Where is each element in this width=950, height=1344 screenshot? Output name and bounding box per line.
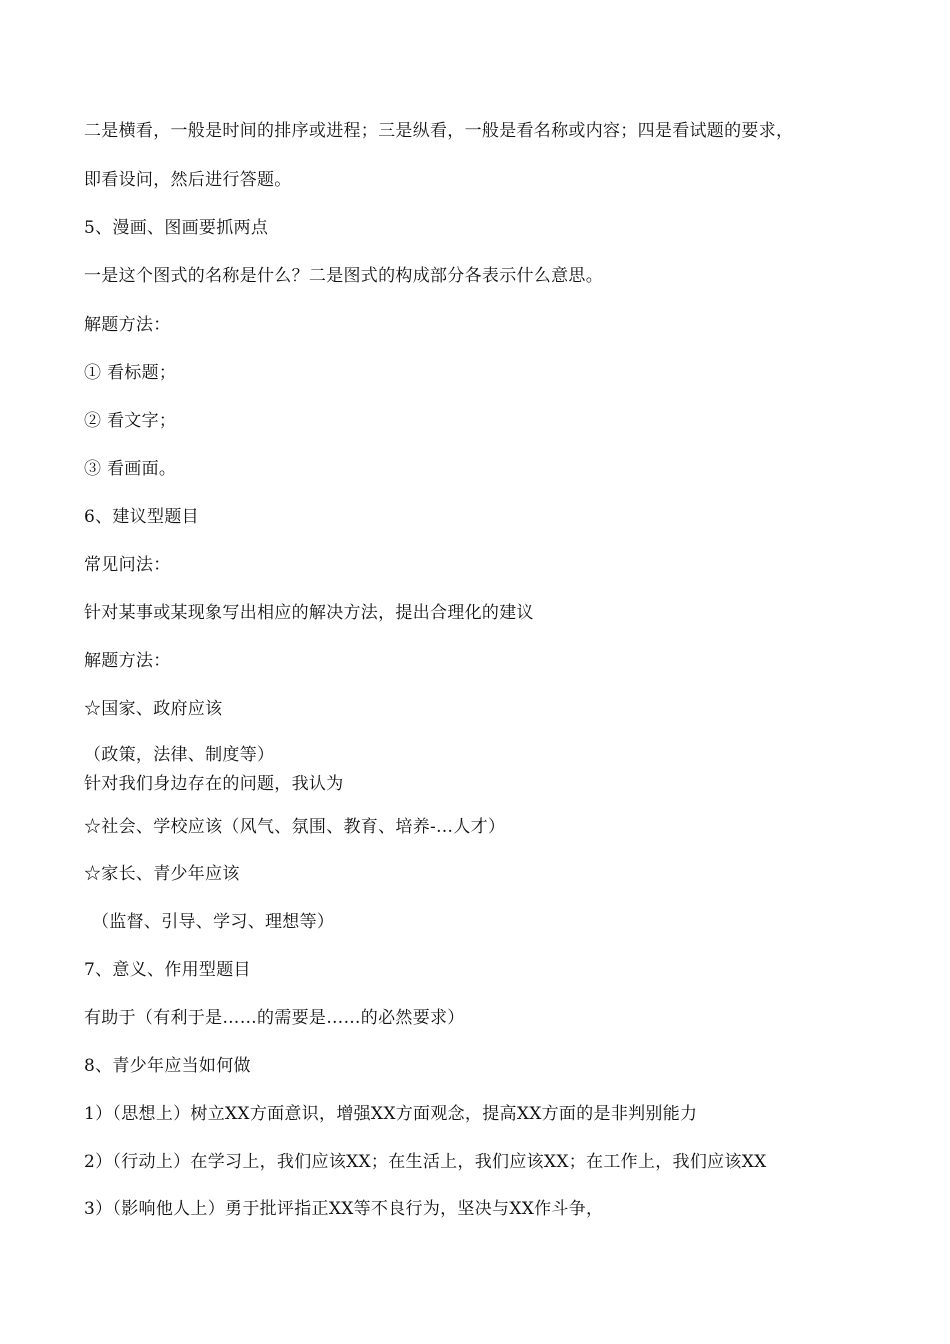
section-heading: 8、青少年应当如何做	[84, 1056, 251, 1076]
list-item: ☆社会、学校应该（风气、氛围、教育、培养-…人才）	[84, 817, 506, 837]
list-item: ③ 看画面。	[84, 459, 177, 479]
list-item: ① 看标题；	[84, 363, 177, 383]
list-item: ☆国家、政府应该	[84, 699, 223, 719]
text-line: 一是这个图式的名称是什么？二是图式的构成部分各表示什么意思。	[84, 266, 603, 286]
text-line: 解题方法：	[84, 651, 171, 671]
text-line: 即看设问，然后进行答题。	[84, 170, 292, 190]
text-line: 有助于（有利于是……的需要是……的必然要求）	[84, 1008, 465, 1028]
text-line: 常见问法：	[84, 555, 171, 575]
text-line: 二是横看，一般是时间的排序或进程；三是纵看，一般是看名称或内容；四是看试题的要求，	[84, 121, 794, 141]
section-heading: 7、意义、作用型题目	[84, 960, 251, 980]
list-item: 2）（行动上）在学习上，我们应该XX；在生活上，我们应该XX；在工作上，我们应该XX	[84, 1152, 767, 1172]
text-line: （监督、引导、学习、理想等）	[92, 912, 335, 932]
text-line: 解题方法：	[84, 315, 171, 335]
list-item: 3）（影响他人上）勇于批评指正XX等不良行为，坚决与XX作斗争，	[84, 1199, 604, 1219]
text-line: 针对某事或某现象写出相应的解决方法，提出合理化的建议	[84, 603, 534, 623]
list-item: ② 看文字；	[84, 411, 177, 431]
section-heading: 5、漫画、图画要抓两点	[84, 218, 269, 238]
list-item: ☆家长、青少年应该	[84, 864, 240, 884]
section-heading: 6、建议型题目	[84, 507, 199, 527]
text-line: 针对我们身边存在的问题，我认为	[84, 774, 344, 794]
text-line: （政策，法律、制度等）	[84, 745, 275, 765]
list-item: 1）（思想上）树立XX方面意识，增强XX方面观念，提高XX方面的是非判别能力	[84, 1104, 698, 1124]
